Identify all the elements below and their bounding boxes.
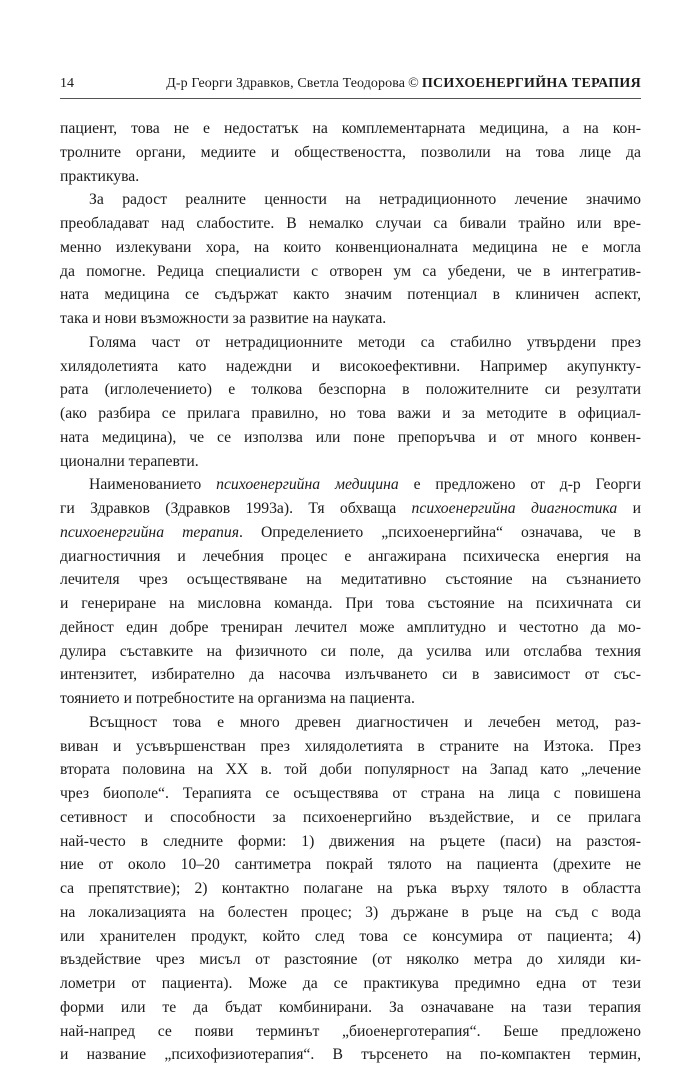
- text-run: сетивност и способности за психоенергийно въздействие, и се прилага: [60, 808, 641, 826]
- text-line: [60, 497, 641, 521]
- text-line: [60, 260, 641, 284]
- text-line: [60, 117, 641, 141]
- text-run: интензитет, избирателно да насочва излъчването си в зависимост от със-: [60, 666, 641, 684]
- text-line: [60, 1020, 641, 1044]
- text-run: най-често в следните форми: 1) движения на ръцете (паси) на разстоя-: [60, 832, 641, 850]
- text-run: или хранителен продукт, който след това се консумира от пациента; 4): [60, 927, 641, 945]
- text-line: [60, 450, 641, 474]
- text-run: ги Здравков (Здравков 1993а). Тя обхваща: [60, 500, 412, 517]
- text-run: менно излекувани хора, на които конвенционалната медицина не е могла: [60, 238, 641, 256]
- text-run: е предложено от д-р Георги: [398, 476, 641, 494]
- text-run: въздействие чрез мисъл от разстояние (от няколко метра до хиляди ки-: [60, 951, 641, 969]
- text-line: [60, 355, 641, 379]
- italic-term: психоенергийна диагностика: [411, 500, 618, 517]
- text-run: За радост реалните ценности на нетрадиционното лечение значимо: [89, 191, 641, 209]
- text-line: [60, 402, 641, 426]
- text-line: [60, 165, 641, 189]
- text-line: [60, 521, 641, 545]
- text-line: [60, 283, 641, 307]
- text-run: така и нови възможности за развитие на науката.: [60, 310, 387, 327]
- text-line: [60, 901, 641, 925]
- text-run: лометри от пациента). Може да се практикува предимно една от тези: [60, 975, 641, 992]
- copyright-symbol: ©: [408, 76, 419, 91]
- text-line: [60, 473, 641, 497]
- text-run: и: [617, 500, 641, 517]
- text-run: ната медицина), че се използва или поне препоръчва и от много конвен-: [60, 428, 641, 446]
- text-run: преобладават над слабостите. В немалко случаи са бивали трайно или вре-: [60, 215, 641, 232]
- text-line: [60, 212, 641, 236]
- book-title: ПСИХОЕНЕРГИЙНА ТЕРАПИЯ: [421, 76, 641, 91]
- text-run: Голяма част от нетрадиционните методи са стабилно утвърдени през: [89, 333, 641, 351]
- text-line: [60, 735, 641, 759]
- text-run: и название „психофизиотерапия“. В търсенето на по-компактен термин,: [60, 1046, 641, 1064]
- text-line: [60, 663, 641, 687]
- text-line: [60, 188, 641, 212]
- text-run: Наименованието: [89, 476, 217, 494]
- text-line: [60, 711, 641, 735]
- text-run: хилядолетията като надеждни и високоефективни. Например акупункту-: [60, 357, 641, 375]
- text-run: и генериране на мисловна команда. При това състояние на психичната си: [60, 595, 641, 612]
- text-line: [60, 806, 641, 830]
- text-run: ние от около 10–20 сантиметра покрай тялото на пациента (дрехите не: [60, 856, 641, 874]
- text-run: виван и усъвършенстван през хилядолетията в страните на Изтока. През: [60, 737, 641, 755]
- text-run: най-напред се появи терминът „биоенерготерапия“. Беше предложено: [60, 1022, 641, 1040]
- body-text: [60, 117, 641, 1067]
- text-run: ционални терапевти.: [60, 452, 199, 470]
- text-run: са препятствие); 2) контактно полагане на ръка върху тялото в областта: [60, 880, 641, 897]
- text-line: [60, 782, 641, 806]
- text-line: [60, 640, 641, 664]
- text-line: [60, 378, 641, 402]
- text-line: [60, 948, 641, 972]
- text-line: [60, 996, 641, 1020]
- text-line: [60, 1043, 641, 1067]
- text-run: чрез биополе“. Терапията се осъществява от страна на лица с повишена: [60, 785, 641, 802]
- text-run: практикува.: [60, 167, 140, 185]
- text-run: Всъщност това е много древен диагностичен и лечебен метод, раз-: [89, 713, 641, 731]
- text-line: [60, 141, 641, 165]
- text-line: [60, 853, 641, 877]
- text-line: [60, 236, 641, 260]
- running-header: [60, 74, 641, 99]
- text-line: [60, 758, 641, 782]
- text-line: [60, 592, 641, 616]
- text-line: [60, 568, 641, 592]
- text-run: дулира съставките на физичното си поле, да усилва или отслабва техния: [60, 642, 641, 660]
- text-line: [60, 925, 641, 949]
- text-line: [60, 545, 641, 569]
- text-line: [60, 426, 641, 450]
- text-run: ната медицина се съдържат както значим потенциал в клиничен аспект,: [60, 286, 641, 304]
- text-line: [60, 687, 641, 711]
- text-run: тоянието и потребностите на организма на пациента.: [60, 690, 415, 707]
- text-run: (ако разбира се прилага правилно, но това важи и за методите в официал-: [60, 405, 641, 422]
- text-run: дейност един добре трениран лечител може амплитудно и честотно да мо-: [60, 618, 641, 636]
- text-run: . Определението „психоенергийна“ означава, че в: [239, 523, 641, 541]
- text-run: пациент, това не е недостатък на комплементарната медицина, а на кон-: [60, 120, 641, 137]
- page-number: 14: [60, 76, 74, 91]
- italic-term: психоенергийна медицина: [216, 476, 399, 494]
- text-run: тролните органи, медиите и обществеността, позволили на това лице да: [60, 143, 641, 161]
- text-run: рата (иглолечението) е толкова безспорна в положителните си резултати: [60, 381, 641, 399]
- text-run: да помогне. Редица специалисти с отворен ум са убедени, че в интегратив-: [60, 262, 641, 280]
- italic-term: психоенергийна терапия: [60, 523, 240, 541]
- text-line: [60, 331, 641, 355]
- running-head: [166, 76, 641, 92]
- text-run: втората половина на ХХ в. той доби популярност на Запад като „лечение: [60, 761, 641, 779]
- text-line: [60, 616, 641, 640]
- text-line: [60, 307, 641, 331]
- authors: Д-р Георги Здравков, Светла Теодорова: [166, 76, 406, 91]
- text-run: на локализацията на болестен процес; 3) държане в ръце на съд с вода: [60, 903, 641, 921]
- text-line: [60, 877, 641, 901]
- text-run: лечителя чрез осъществяване на медитативно състояние на съзнанието: [60, 571, 641, 589]
- text-line: [60, 972, 641, 996]
- text-run: диагностичния и лечебния процес е ангажирана психическа енергия на: [60, 547, 641, 565]
- text-line: [60, 830, 641, 854]
- text-run: форми или те да бъдат комбинирани. За означаване на тази терапия: [60, 998, 641, 1016]
